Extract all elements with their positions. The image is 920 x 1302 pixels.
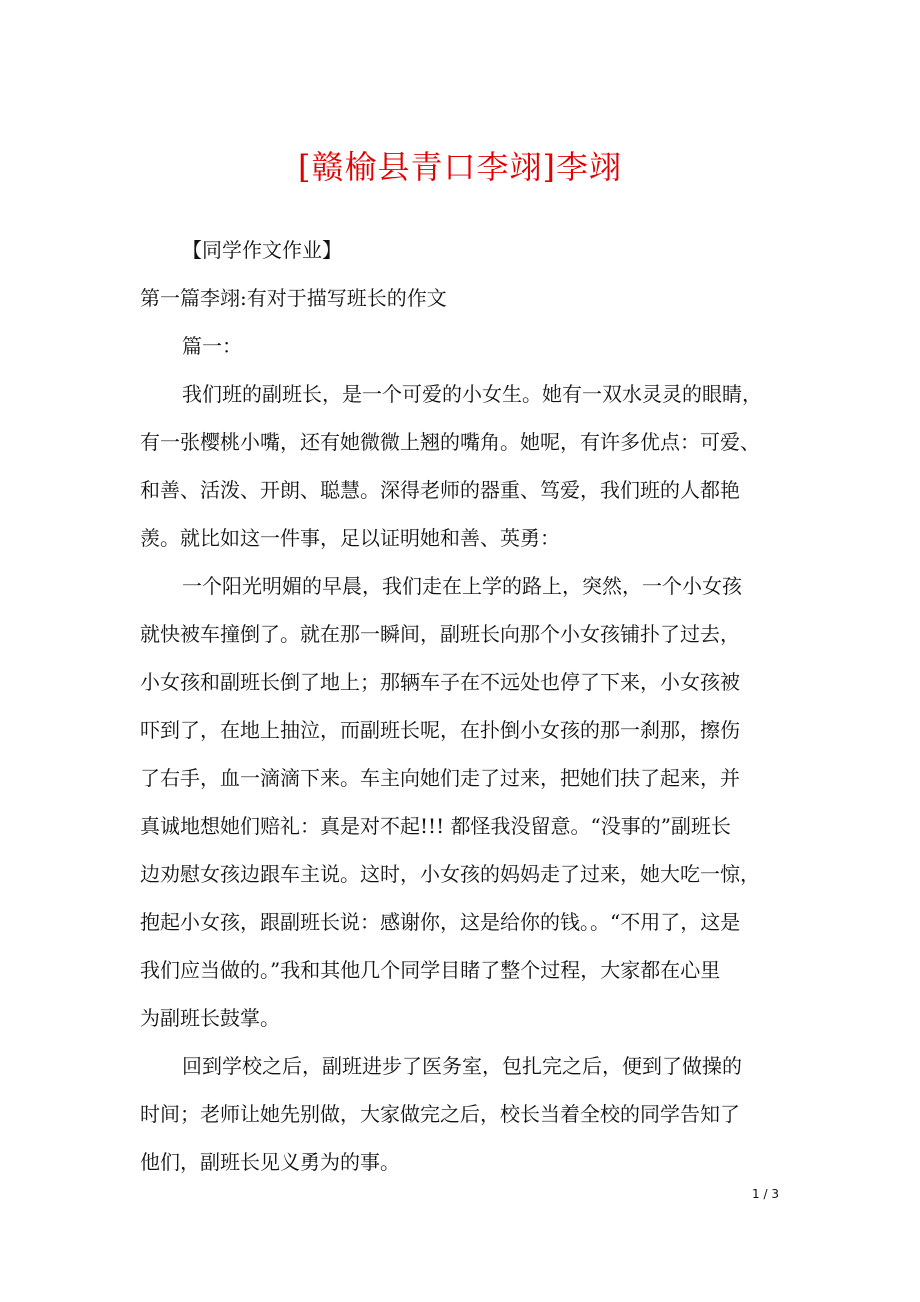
text-line: 真诚地想她们赔礼：真是对不起!!! 都怪我没留意。“没事的”副班长 (140, 814, 731, 838)
text-line: 篇一： (182, 334, 242, 358)
text-line: 边劝慰女孩边跟车主说。这时，小女孩的妈妈走了过来，她大吃一惊， (140, 862, 760, 886)
text-line: 有一张樱桃小嘴，还有她微微上翘的嘴角。她呢，有许多优点：可爱、 (140, 430, 760, 454)
document-body (140, 226, 785, 1186)
text-line: 羡。就比如这一件事，足以证明她和善、英勇： (140, 526, 560, 550)
text-line: 一个阳光明媚的早晨，我们走在上学的路上，突然，一个小女孩 (182, 574, 742, 598)
document-title: [赣榆县青口李翊]李翊 (298, 148, 622, 186)
text-line: 小女孩和副班长倒了地上；那辆车子在不远处也停了下来，小女孩被 (140, 670, 740, 694)
text-line: 他们，副班长见义勇为的事。 (140, 1150, 400, 1174)
page-number: 1 / 3 (752, 1187, 779, 1201)
text-line: 回到学校之后，副班进步了医务室，包扎完之后，便到了做操的 (182, 1054, 742, 1078)
text-line: 第一篇李翊:有对于描写班长的作文 (140, 286, 447, 310)
text-line: 时间；老师让她先别做，大家做完之后，校长当着全校的同学告知了 (140, 1102, 740, 1126)
text-line: 就快被车撞倒了。就在那一瞬间，副班长向那个小女孩铺扑了过去， (140, 622, 740, 646)
text-line: 吓到了，在地上抽泣，而副班长呢，在扑倒小女孩的那一刹那，擦伤 (140, 718, 740, 742)
text-line: 我们应当做的。”我和其他几个同学目睹了整个过程，大家都在心里 (140, 958, 721, 982)
text-line: 为副班长鼓掌。 (140, 1006, 280, 1030)
text-line: 和善、活泼、开朗、聪慧。深得老师的器重、笃爱，我们班的人都艳 (140, 478, 740, 502)
text-line: 抱起小女孩，跟副班长说：感谢你，这是给你的钱。。“不用了，这是 (140, 910, 741, 934)
text-line: 了右手，血一滴滴下来。车主向她们走了过来，把她们扶了起来，并 (140, 766, 740, 790)
text-line: 我们班的副班长，是一个可爱的小女生。她有一双水灵灵的眼睛， (182, 382, 762, 406)
text-line: 【同学作文作业】 (182, 238, 342, 262)
